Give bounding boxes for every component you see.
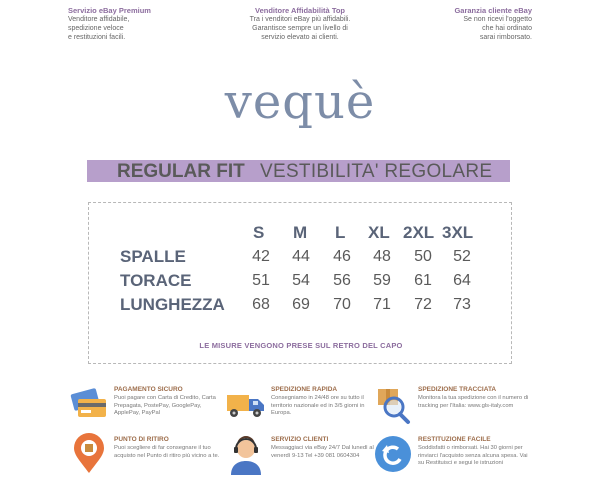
cell-spalle-2xl: 50 bbox=[414, 248, 432, 265]
cell-spalle-s: 42 bbox=[252, 248, 270, 265]
cell-torace-2xl: 61 bbox=[414, 272, 432, 289]
size-header-3xl: 3XL bbox=[442, 223, 474, 242]
feature-line: Garantisce sempre un livello di bbox=[252, 25, 348, 32]
service-fast-shipping bbox=[225, 383, 375, 431]
size-header-l: L bbox=[335, 223, 346, 242]
delivery-truck-icon bbox=[225, 383, 267, 425]
feature-line: servizio elevato ai clienti. bbox=[261, 34, 339, 41]
service-tracked-shipping bbox=[372, 383, 529, 431]
cell-lunghezza-m: 69 bbox=[292, 296, 310, 313]
cell-torace-m: 54 bbox=[292, 272, 310, 289]
pickup-point-icon bbox=[68, 433, 110, 475]
row-label-spalle: SPALLE bbox=[120, 247, 186, 266]
cell-spalle-xl: 48 bbox=[373, 248, 391, 265]
credit-card-icon bbox=[68, 383, 110, 425]
feature-line: spedizione veloce bbox=[68, 25, 124, 32]
service-text: Soddisfatti o rimborsati. Hai 30 giorni per rinviarci l'acquisto senza alcuna spesa. Vai su Restituisci e segui le istruzioni bbox=[418, 445, 528, 466]
feature-title: Servizio eBay Premium bbox=[68, 6, 151, 15]
feature-line: Tra i venditori eBay più affidabili. bbox=[249, 16, 351, 23]
service-title: PUNTO DI RITIRO bbox=[114, 436, 169, 443]
feature-line: Venditore affidabile, bbox=[68, 16, 130, 23]
service-title: SPEDIZIONE TRACCIATA bbox=[418, 386, 497, 393]
brand-logo bbox=[0, 72, 600, 132]
cell-torace-3xl: 64 bbox=[453, 272, 471, 289]
size-header-2xl: 2XL bbox=[403, 223, 435, 242]
feature-top-rated-seller bbox=[215, 6, 385, 42]
logo-text: vequè bbox=[224, 74, 376, 130]
size-header-s: S bbox=[253, 223, 265, 242]
service-easy-return bbox=[372, 433, 528, 480]
service-text: Puoi pagare con Carta di Credito, Carta Prepagata, PostePay, GooglePay, ApplePay, PayPal bbox=[114, 395, 216, 416]
fit-type: REGULAR FIT bbox=[117, 161, 245, 182]
service-text: Messaggiaci via eBay 24/7 Dal lunedì al venerdì 9-13 Tel +39 081 0604304 bbox=[271, 445, 374, 459]
cell-torace-s: 51 bbox=[252, 272, 270, 289]
feature-title: Garanzia cliente eBay bbox=[454, 6, 532, 15]
top-features bbox=[0, 6, 600, 52]
cell-lunghezza-l: 70 bbox=[333, 296, 351, 313]
fit-description: VESTIBILITA' REGOLARE bbox=[260, 161, 493, 182]
feature-title: Venditore Affidabilità Top bbox=[255, 6, 345, 15]
service-text: Consegniamo in 24/48 ore su tutto il territorio nazionale ed in 3/5 giorni in Europa. bbox=[271, 395, 365, 416]
row-label-lunghezza: LUNGHEZZA bbox=[120, 295, 225, 314]
cell-spalle-3xl: 52 bbox=[453, 248, 471, 265]
cell-lunghezza-s: 68 bbox=[252, 296, 270, 313]
service-customer-care bbox=[225, 433, 375, 480]
feature-line: sarai rimborsato. bbox=[479, 34, 532, 41]
size-chart bbox=[88, 202, 512, 364]
service-title: PAGAMENTO SICURO bbox=[114, 386, 183, 393]
size-header-m: M bbox=[293, 223, 308, 242]
cell-lunghezza-2xl: 72 bbox=[414, 296, 432, 313]
service-title: SPEDIZIONE RAPIDA bbox=[271, 386, 338, 393]
measurement-note: LE MISURE VENGONO PRESE SUL RETRO DEL CAPO bbox=[199, 341, 403, 350]
services-section bbox=[0, 383, 600, 480]
feature-line: Se non ricevi l'oggetto bbox=[463, 16, 532, 23]
cell-torace-xl: 59 bbox=[373, 272, 391, 289]
service-pickup-point bbox=[68, 433, 218, 480]
service-text: Puoi scegliere di far consegnare il tuo acquisto nel Punto di ritiro più vicino a te. bbox=[114, 445, 220, 459]
service-title: SERVIZIO CLIENTI bbox=[271, 436, 329, 443]
cell-lunghezza-xl: 71 bbox=[373, 296, 391, 313]
service-title: RESTITUZIONE FACILE bbox=[418, 436, 491, 443]
size-header-xl: XL bbox=[368, 223, 390, 242]
cell-spalle-l: 46 bbox=[333, 248, 351, 265]
feature-ebay-guarantee bbox=[402, 6, 532, 42]
cell-spalle-m: 44 bbox=[292, 248, 310, 265]
customer-service-icon bbox=[225, 433, 267, 475]
service-secure-payment bbox=[68, 383, 218, 431]
return-arrow-icon bbox=[372, 433, 414, 475]
cell-lunghezza-3xl: 73 bbox=[453, 296, 471, 313]
feature-line: e restituzioni facili. bbox=[68, 34, 126, 41]
cell-torace-l: 56 bbox=[333, 272, 351, 289]
service-text: Monitora la tua spedizione con il numero di tracking per l'Italia: www.gls-italy.com bbox=[418, 395, 529, 409]
feature-line: che hai ordinato bbox=[482, 25, 532, 32]
fit-banner bbox=[87, 160, 510, 182]
row-label-torace: TORACE bbox=[120, 271, 192, 290]
feature-ebay-premium bbox=[68, 6, 198, 42]
tracking-search-icon bbox=[372, 383, 414, 425]
